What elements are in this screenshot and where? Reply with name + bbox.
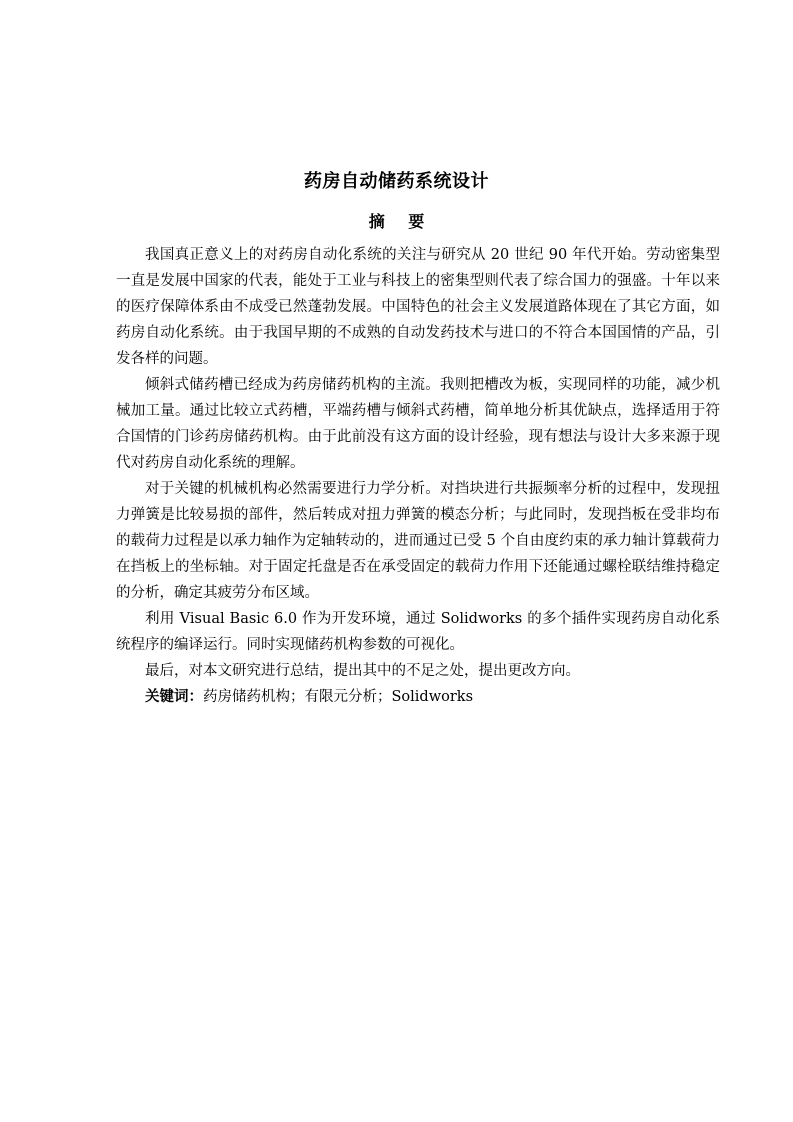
keywords-text: 药房储药机构；有限元分析；Solidworks — [203, 689, 474, 705]
keywords-line — [116, 684, 720, 710]
page-title: 药房自动储药系统设计 — [304, 171, 489, 192]
abstract-paragraph-1: 我国真正意义上的对药房自动化系统的关注与研究从 20 世纪 90 年代开始。劳动密集型一直是发展中国家的代表，能处于工业与科技上的密集型则代表了综合国力的强盛。十年以来的医疗保障体系由不成受已然蓬勃发展。中国特色的社会主义发展道路体现在了其它方面，如药房自动化系统。由于我国早期的不成熟的自动发药技术与进口的不符合本国国情的产品，引发各样的问题。 — [116, 247, 720, 367]
abstract-paragraph-5: 最后，对本文研究进行总结，提出其中的不足之处，提出更改方向。 — [145, 663, 580, 679]
abstract-body — [116, 242, 720, 710]
abstract-paragraph-3: 对于关键的机械机构必然需要进行力学分析。对挡块进行共振频率分析的过程中，发现扭力弹簧是比较易损的部件，然后转成对扭力弹簧的模态分析；与此同时，发现挡板在受非均布的载荷力过程是以承力轴作为定轴转动的，进而通过已受 5 个自由度约束的承力轴计算载荷力在挡板上的坐标轴。对于固定托盘是否在承受固定的载荷力作用下还能通过螺栓联结维持稳定的分析，确定其疲劳分布区域。 — [116, 481, 720, 601]
abstract-paragraph-4: 利用 Visual Basic 6.0 作为开发环境，通过 Solidworks 的多个插件实现药房自动化系统程序的编译运行。同时实现储药机构参数的可视化。 — [116, 611, 720, 653]
keywords-label: 关键词： — [145, 689, 203, 705]
abstract-heading: 摘 要 — [368, 212, 425, 231]
abstract-paragraph-2: 倾斜式储药槽已经成为药房储药机构的主流。我则把槽改为板，实现同样的功能，减少机械加工量。通过比较立式药槽，平端药槽与倾斜式药槽，简单地分析其优缺点，选择适用于符合国情的门诊药房储药机构。由于此前没有这方面的设计经验，现有想法与设计大多来源于现代对药房自动化系统的理解。 — [116, 377, 720, 471]
